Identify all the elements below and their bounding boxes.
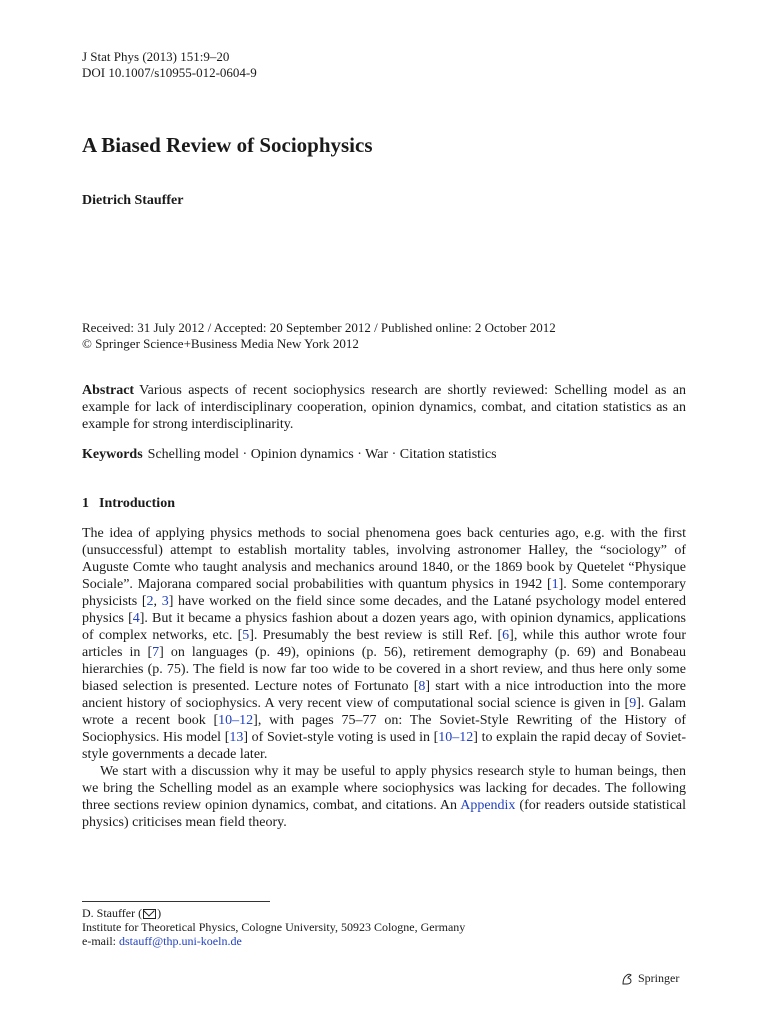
email-link[interactable]: dstauff@thp.uni-koeln.de: [118, 934, 242, 948]
journal-citation: J Stat Phys (2013) 151:9–20: [82, 49, 230, 64]
text: ]. Presumably the best review is still Ref. [: [249, 628, 503, 643]
keywords-text: Schelling model · Opinion dynamics · War · Citation statistics: [147, 447, 497, 462]
footnote-author: [82, 906, 161, 921]
text: ,: [153, 594, 162, 609]
publisher-name: Springer: [638, 971, 680, 985]
citation-link[interactable]: 5: [242, 628, 250, 643]
citation-link[interactable]: 3: [161, 594, 169, 609]
author-name: Dietrich Stauffer: [82, 193, 184, 208]
text: ] start with a nice introduction into the more ancient history of sociophysics. A very recent view of computational social science is given in [: [82, 679, 686, 711]
appendix-link[interactable]: Appendix: [460, 798, 516, 813]
citation-link[interactable]: 13: [229, 730, 244, 745]
section-title: Introduction: [99, 496, 175, 511]
text: ] to explain the rapid decay of Soviet-style governments a decade later.: [82, 730, 687, 762]
publication-dates: Received: 31 July 2012 / Accepted: 20 September 2012 / Published online: 2 October 2012: [82, 320, 556, 335]
section-number: 1: [82, 496, 89, 511]
text: ] on languages (p. 49), opinions (p. 56), retirement demography (p. 69) and Bonabeau hierarchies (p. 75). The field is now far too wide to be covered in a short review, and thus here only some biased selection is presented. Lecture notes of Fortunato [: [82, 645, 686, 694]
citation-link[interactable]: 1: [551, 577, 559, 592]
keywords-label: Keywords: [82, 447, 143, 462]
abstract-label: Abstract: [82, 383, 135, 398]
text: ] of Soviet-style voting is used in [: [243, 730, 439, 745]
abstract: [82, 382, 686, 433]
abstract-text: Various aspects of recent sociophysics research are shortly reviewed: Schelling model as an example for lack of interdisciplinary cooperation, opinion dynamics, combat, and citation statistics as an example for strong interdisciplinarity.: [82, 383, 686, 432]
introduction-body: [82, 525, 686, 831]
text: D. Stauffer (: [82, 906, 143, 920]
citation-link[interactable]: 7: [152, 645, 160, 660]
copyright-notice: © Springer Science+Business Media New York 2012: [82, 336, 359, 351]
citation-link[interactable]: 2: [146, 594, 154, 609]
citation-link[interactable]: 9: [629, 696, 637, 711]
text: ] have worked on the field since some decades, and the Latané psychology model entered physics [: [82, 594, 686, 626]
keywords: [82, 447, 497, 463]
text: We start with a discussion why it may be useful to apply physics research style to human beings, then we bring the Schelling model as an example where sociophysics was lacking for decades. The following three sections review opinion dynamics, combat, and citations. An: [82, 764, 686, 813]
text: ], while this author wrote four articles in [: [82, 628, 686, 660]
footnote-affiliation: Institute for Theoretical Physics, Cologne University, 50923 Cologne, Germany: [82, 920, 466, 934]
citation-link[interactable]: 8: [418, 679, 426, 694]
text: ): [157, 906, 162, 920]
paragraph-1: [82, 525, 686, 763]
doi[interactable]: DOI 10.1007/s10955-012-0604-9: [82, 65, 257, 80]
text: ]. Some contemporary physicists [: [82, 577, 686, 609]
footnote-email: [82, 934, 242, 949]
text: ]. Galam wrote a recent book [: [82, 696, 686, 728]
text: The idea of applying physics methods to social phenomena goes back centuries ago, e.g. with the first (unsuccessful) attempt to establish mortality tables, involving astronomer Halley, the “sociology” of Auguste Comte who taught analysis and mechanics around 1840, or the 1869 book by Quetelet “Physique Sociale”. Majorana compared social probabilities with quantum physics in 1942 [: [82, 526, 686, 592]
section-heading: [82, 496, 175, 512]
citation-link[interactable]: 6: [502, 628, 510, 643]
citation-link[interactable]: 10–12: [438, 730, 474, 745]
text: ], with pages 75–77 on: The Soviet-Style Rewriting of the History of Sociophysics. His model [: [82, 713, 686, 745]
text: (for readers outside statistical physics) criticises mean field theory.: [82, 798, 687, 830]
email-label: e-mail:: [82, 934, 116, 948]
paragraph-2: [82, 763, 686, 831]
publisher-logo: [620, 971, 679, 986]
envelope-icon: [143, 909, 156, 919]
citation-link[interactable]: 10–12: [218, 713, 254, 728]
paper-title: A Biased Review of Sociophysics: [82, 133, 373, 157]
springer-horse-icon: [620, 972, 634, 986]
footnote-divider: [82, 901, 270, 902]
citation-link[interactable]: 4: [132, 611, 140, 626]
text: ]. But it became a physics fashion about a dozen years ago, with opinion dynamics, applications of complex networks, etc. [: [82, 611, 686, 643]
